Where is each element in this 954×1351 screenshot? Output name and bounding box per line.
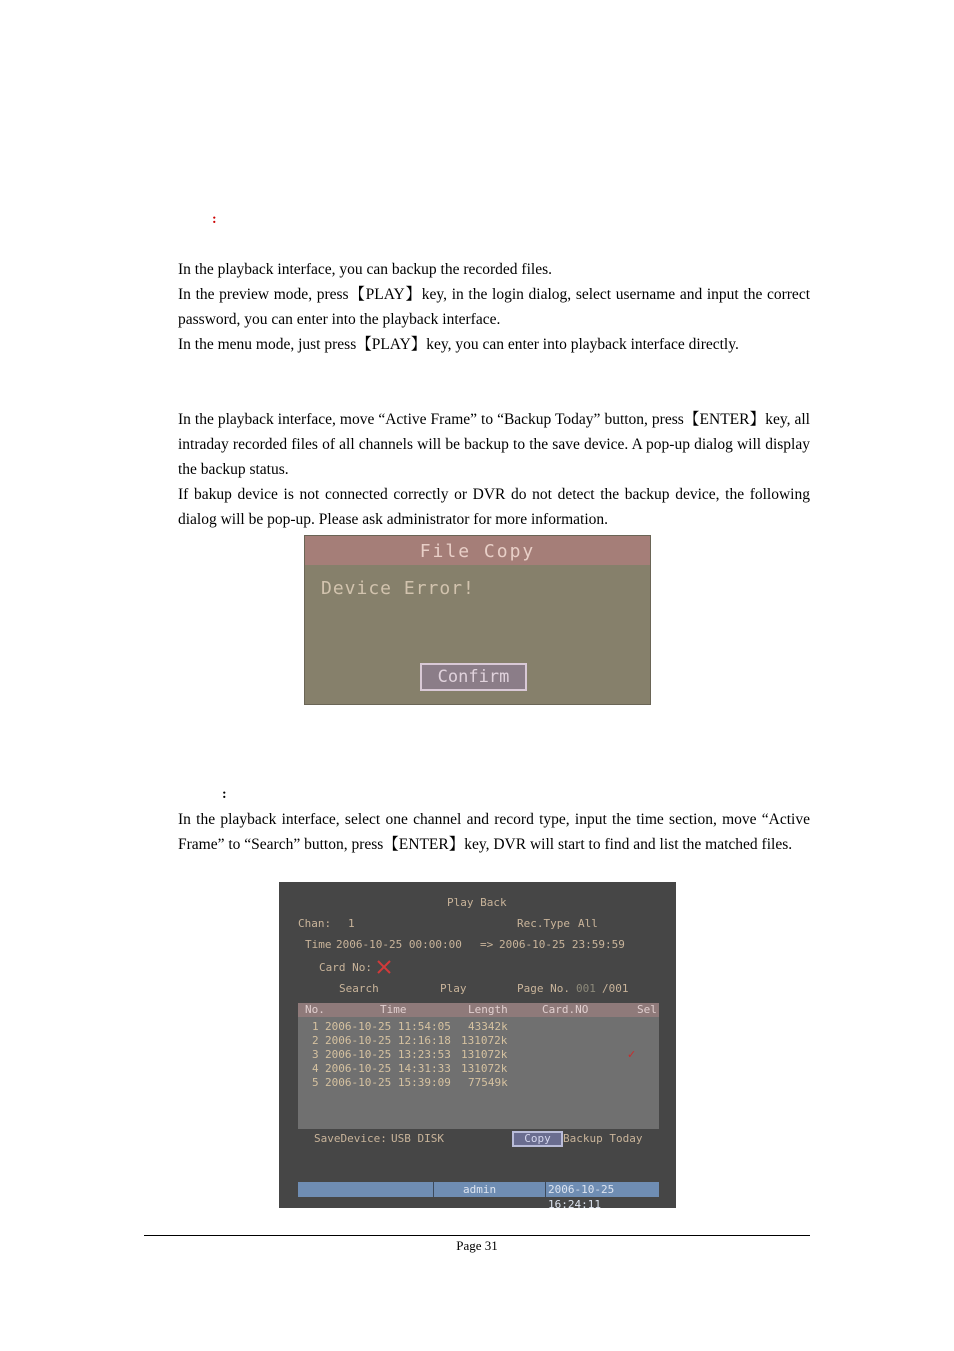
row-length: 77549k xyxy=(468,1076,508,1089)
row-no: 3 xyxy=(312,1048,319,1061)
col-time: Time xyxy=(380,1003,407,1016)
section-heading-colon-2: : xyxy=(222,787,227,802)
time-from[interactable]: 2006-10-25 00:00:00 xyxy=(336,938,462,951)
rec-type-label: Rec.Type xyxy=(517,917,570,930)
search-button[interactable]: Search xyxy=(339,982,379,995)
page-number: Page 31 xyxy=(456,1238,498,1253)
intro-text xyxy=(178,257,810,357)
intro-paragraph-2: In the preview mode, press【PLAY】key, in the login dialog, select username and input the correct password, you can enter into the playback interface. xyxy=(178,286,810,328)
chan-value[interactable]: 1 xyxy=(348,917,355,930)
row-length: 131072k xyxy=(461,1034,508,1047)
col-no: No. xyxy=(305,1003,325,1016)
row-time: 2006-10-25 15:39:09 xyxy=(325,1076,451,1089)
search-text xyxy=(178,807,810,857)
dialog-message: Device Error! xyxy=(321,578,475,599)
row-length: 43342k xyxy=(468,1020,508,1033)
page-no-label: Page No. xyxy=(517,982,570,995)
play-button[interactable]: Play xyxy=(440,982,467,995)
table-row[interactable] xyxy=(298,1076,659,1089)
section-heading-colon: : xyxy=(212,212,217,227)
row-no: 2 xyxy=(312,1034,319,1047)
col-sel: Sel xyxy=(637,1003,657,1016)
save-device-label: SaveDevice: xyxy=(314,1132,387,1145)
table-row[interactable] xyxy=(298,1048,659,1061)
row-length: 131072k xyxy=(461,1062,508,1075)
page-current[interactable]: 001 xyxy=(576,982,596,995)
row-length: 131072k xyxy=(461,1048,508,1061)
table-row[interactable] xyxy=(298,1020,659,1033)
time-label: Time xyxy=(305,938,332,951)
dialog-title: File Copy xyxy=(305,536,650,565)
search-paragraph: In the playback interface, select one channel and record type, input the time section, move “Active Frame” to “Search” button, press【ENTER】key, DVR will start to find and list the matched files. xyxy=(178,811,810,853)
status-bar xyxy=(298,1182,659,1208)
save-device-value[interactable]: USB DISK xyxy=(391,1132,444,1145)
row-sel-check-icon[interactable]: ✓ xyxy=(627,1048,637,1061)
playback-screen xyxy=(279,882,676,1208)
file-table xyxy=(298,1017,659,1129)
intro-paragraph-3: In the menu mode, just press【PLAY】key, you can enter into playback interface directly. xyxy=(178,336,739,353)
table-row[interactable] xyxy=(298,1062,659,1075)
backup-text xyxy=(178,407,810,532)
footer-divider xyxy=(144,1235,810,1236)
file-copy-dialog xyxy=(304,535,651,705)
row-no: 5 xyxy=(312,1076,319,1089)
backup-paragraph-1: In the playback interface, move “Active Frame” to “Backup Today” button, press【ENTER】key, all intraday recorded files of all channels will be backup to the save device. A pop-up dialog will display the backup status. xyxy=(178,411,810,478)
file-table-header xyxy=(298,1003,659,1017)
table-row[interactable] xyxy=(298,1034,659,1047)
col-card-no: Card.NO xyxy=(542,1003,589,1016)
row-no: 4 xyxy=(312,1062,319,1075)
status-user: admin xyxy=(463,1183,497,1196)
row-no: 1 xyxy=(312,1020,319,1033)
row-time: 2006-10-25 14:31:33 xyxy=(325,1062,451,1075)
time-arrow: => xyxy=(480,938,494,951)
chan-label: Chan: xyxy=(298,917,332,930)
card-no-label: Card No: xyxy=(319,961,372,974)
copy-button[interactable]: Copy xyxy=(512,1131,563,1147)
playback-title: Play Back xyxy=(447,896,507,909)
confirm-button[interactable]: Confirm xyxy=(420,663,527,691)
backup-paragraph-2: If bakup device is not connected correctly or DVR do not detect the backup device, the following dialog will be pop-up. Please ask administrator for more information. xyxy=(178,486,810,528)
intro-paragraph-1: In the playback interface, you can backup the recorded files. xyxy=(178,261,552,278)
row-time: 2006-10-25 11:54:05 xyxy=(325,1020,451,1033)
row-time: 2006-10-25 12:16:18 xyxy=(325,1034,451,1047)
rec-type-value[interactable]: All xyxy=(578,917,598,930)
time-to[interactable]: 2006-10-25 23:59:59 xyxy=(499,938,625,951)
backup-today-button[interactable]: Backup Today xyxy=(563,1132,643,1145)
col-length: Length xyxy=(468,1003,508,1016)
page-total: /001 xyxy=(602,982,629,995)
row-time: 2006-10-25 13:23:53 xyxy=(325,1048,451,1061)
card-no-cross-icon[interactable] xyxy=(376,959,392,978)
status-time: 2006-10-25 16:24:11 xyxy=(548,1183,615,1208)
